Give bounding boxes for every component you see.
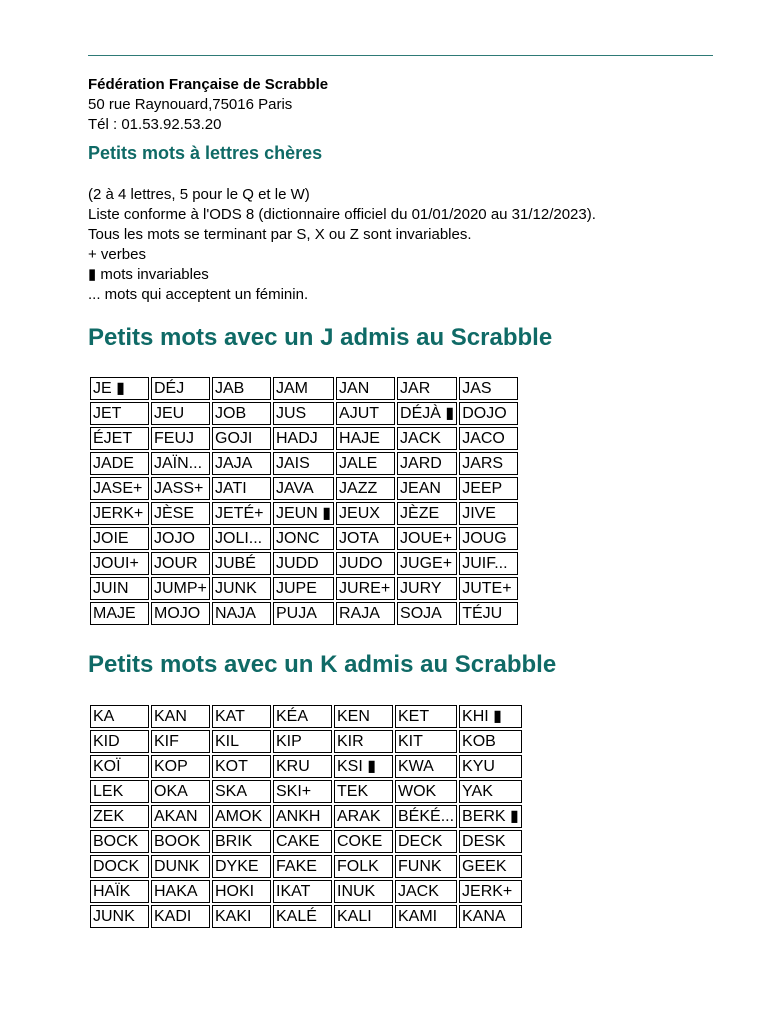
word-cell: DESK <box>459 830 522 853</box>
word-cell: FUNK <box>395 855 457 878</box>
word-cell: KOT <box>212 755 271 778</box>
word-cell: JASE+ <box>90 477 149 500</box>
word-cell: KANA <box>459 905 522 928</box>
word-cell: KALÉ <box>273 905 332 928</box>
word-cell: BOCK <box>90 830 149 853</box>
word-row <box>90 855 522 878</box>
word-cell: JAM <box>273 377 334 400</box>
word-cell: JUNK <box>212 577 271 600</box>
org-name: Fédération Française de Scrabble <box>88 76 329 93</box>
word-cell: NAJA <box>212 602 271 625</box>
word-cell: KEN <box>334 705 393 728</box>
word-cell: ANKH <box>273 805 332 828</box>
word-cell: JUDD <box>273 552 334 575</box>
word-cell: KSI ▮ <box>334 755 393 778</box>
word-cell: DÉJÀ ▮ <box>397 402 457 425</box>
word-cell: JASS+ <box>151 477 210 500</box>
word-cell: JACO <box>459 427 518 450</box>
word-cell: TEK <box>334 780 393 803</box>
word-cell: KHI ▮ <box>459 705 522 728</box>
word-cell: JIVE <box>459 502 518 525</box>
word-row <box>90 730 522 753</box>
word-cell: BOOK <box>151 830 210 853</box>
word-cell: DOJO <box>459 402 518 425</box>
word-row <box>90 527 518 550</box>
word-cell: COKE <box>334 830 393 853</box>
word-cell: AMOK <box>212 805 271 828</box>
intro-line: ▮ mots invariables <box>88 266 209 283</box>
word-cell: JALE <box>336 452 395 475</box>
word-row <box>90 577 518 600</box>
word-row <box>90 502 518 525</box>
word-cell: JUBÉ <box>212 552 271 575</box>
word-cell: KAT <box>212 705 271 728</box>
word-table-j <box>88 375 520 627</box>
word-cell: JUIF... <box>459 552 518 575</box>
word-row <box>90 602 518 625</box>
word-cell: KID <box>90 730 149 753</box>
word-cell: JOLI... <box>212 527 271 550</box>
word-cell: BERK ▮ <box>459 805 522 828</box>
word-cell: HAJE <box>336 427 395 450</box>
word-cell: JUDO <box>336 552 395 575</box>
word-cell: JAJA <box>212 452 271 475</box>
word-cell: GEEK <box>459 855 522 878</box>
word-cell: KIL <box>212 730 271 753</box>
word-cell: KAKI <box>212 905 271 928</box>
word-cell: JATI <box>212 477 271 500</box>
word-cell: JUPE <box>273 577 334 600</box>
word-cell: JAÏN... <box>151 452 210 475</box>
word-cell: IKAT <box>273 880 332 903</box>
word-cell: JE ▮ <box>90 377 149 400</box>
word-row <box>90 427 518 450</box>
word-cell: FOLK <box>334 855 393 878</box>
word-cell: JAN <box>336 377 395 400</box>
word-cell: OKA <box>151 780 210 803</box>
word-cell: KA <box>90 705 149 728</box>
word-cell: KRU <box>273 755 332 778</box>
word-cell: JONC <box>273 527 334 550</box>
word-cell: JET <box>90 402 149 425</box>
word-cell: JOUE+ <box>397 527 457 550</box>
word-cell: JOUR <box>151 552 210 575</box>
word-row <box>90 830 522 853</box>
word-cell: JACK <box>397 427 457 450</box>
word-cell: RAJA <box>336 602 395 625</box>
word-cell: BÉKÉ... <box>395 805 457 828</box>
word-cell: SKA <box>212 780 271 803</box>
word-row <box>90 377 518 400</box>
word-cell: JÈSE <box>151 502 210 525</box>
word-cell: KIP <box>273 730 332 753</box>
word-cell: DUNK <box>151 855 210 878</box>
word-cell: JUMP+ <box>151 577 210 600</box>
word-cell: JUIN <box>90 577 149 600</box>
word-cell: JAR <box>397 377 457 400</box>
word-cell: KIT <box>395 730 457 753</box>
word-cell: JUGE+ <box>397 552 457 575</box>
word-row <box>90 905 522 928</box>
word-row <box>90 705 522 728</box>
word-cell: FEUJ <box>151 427 210 450</box>
word-cell: JEU <box>151 402 210 425</box>
intro-line: Tous les mots se terminant par S, X ou Z sont invariables. <box>88 226 472 243</box>
word-cell: AKAN <box>151 805 210 828</box>
word-cell: JARD <box>397 452 457 475</box>
word-row <box>90 452 518 475</box>
word-cell: TÉJU <box>459 602 518 625</box>
word-cell: ARAK <box>334 805 393 828</box>
word-cell: CAKE <box>273 830 332 853</box>
word-cell: JAVA <box>273 477 334 500</box>
word-cell: JEAN <box>397 477 457 500</box>
word-row <box>90 552 518 575</box>
word-cell: JAZZ <box>336 477 395 500</box>
word-cell: HAÏK <box>90 880 149 903</box>
word-cell: JAIS <box>273 452 334 475</box>
word-cell: KÉA <box>273 705 332 728</box>
word-cell: KOÏ <box>90 755 149 778</box>
word-cell: JUNK <box>90 905 149 928</box>
word-cell: JETÉ+ <box>212 502 271 525</box>
word-cell: KALI <box>334 905 393 928</box>
word-cell: HAKA <box>151 880 210 903</box>
word-cell: YAK <box>459 780 522 803</box>
word-cell: JACK <box>395 880 457 903</box>
word-cell: JARS <box>459 452 518 475</box>
word-cell: KET <box>395 705 457 728</box>
word-cell: DECK <box>395 830 457 853</box>
org-phone: Tél : 01.53.92.53.20 <box>88 116 222 133</box>
word-cell: JÈZE <box>397 502 457 525</box>
word-row <box>90 477 518 500</box>
word-table-k <box>88 703 524 930</box>
word-cell: HADJ <box>273 427 334 450</box>
word-cell: DYKE <box>212 855 271 878</box>
word-cell: JOUI+ <box>90 552 149 575</box>
word-cell: KIF <box>151 730 210 753</box>
word-cell: DOCK <box>90 855 149 878</box>
word-cell: SKI+ <box>273 780 332 803</box>
word-row <box>90 880 522 903</box>
word-cell: KYU <box>459 755 522 778</box>
word-cell: DÉJ <box>151 377 210 400</box>
word-cell: JURY <box>397 577 457 600</box>
word-cell: HOKI <box>212 880 271 903</box>
word-cell: JOTA <box>336 527 395 550</box>
word-cell: JEUX <box>336 502 395 525</box>
word-row <box>90 402 518 425</box>
intro-notes <box>88 185 596 305</box>
word-cell: JUTE+ <box>459 577 518 600</box>
word-cell: KAMI <box>395 905 457 928</box>
word-cell: JADE <box>90 452 149 475</box>
word-cell: FAKE <box>273 855 332 878</box>
org-address: 50 rue Raynouard,75016 Paris <box>88 96 293 113</box>
word-cell: JEUN ▮ <box>273 502 334 525</box>
word-cell: MOJO <box>151 602 210 625</box>
word-cell: JUS <box>273 402 334 425</box>
word-cell: KOB <box>459 730 522 753</box>
word-cell: JAS <box>459 377 518 400</box>
word-cell: ZEK <box>90 805 149 828</box>
word-cell: JURE+ <box>336 577 395 600</box>
intro-line: + verbes <box>88 246 146 263</box>
intro-line: (2 à 4 lettres, 5 pour le Q et le W) <box>88 186 310 203</box>
word-cell: KAN <box>151 705 210 728</box>
section-title-k: Petits mots avec un K admis au Scrabble <box>88 651 557 678</box>
word-cell: KWA <box>395 755 457 778</box>
top-rule <box>88 55 713 56</box>
word-cell: KADI <box>151 905 210 928</box>
word-cell: ÉJET <box>90 427 149 450</box>
word-cell: JOUG <box>459 527 518 550</box>
word-cell: GOJI <box>212 427 271 450</box>
word-cell: JOIE <box>90 527 149 550</box>
word-row <box>90 805 522 828</box>
word-cell: JEEP <box>459 477 518 500</box>
word-cell: MAJE <box>90 602 149 625</box>
word-cell: JAB <box>212 377 271 400</box>
word-cell: AJUT <box>336 402 395 425</box>
federation-header <box>88 75 328 135</box>
word-cell: INUK <box>334 880 393 903</box>
intro-line: Liste conforme à l'ODS 8 (dictionnaire officiel du 01/01/2020 au 31/12/2023). <box>88 206 596 223</box>
word-row <box>90 755 522 778</box>
word-cell: JERK+ <box>90 502 149 525</box>
section-title-j: Petits mots avec un J admis au Scrabble <box>88 324 553 351</box>
word-cell: WOK <box>395 780 457 803</box>
doc-subtitle: Petits mots à lettres chères <box>88 143 323 163</box>
word-cell: JOJO <box>151 527 210 550</box>
word-cell: PUJA <box>273 602 334 625</box>
word-cell: KOP <box>151 755 210 778</box>
word-cell: SOJA <box>397 602 457 625</box>
word-cell: JERK+ <box>459 880 522 903</box>
intro-line: ... mots qui acceptent un féminin. <box>88 286 309 303</box>
word-cell: JOB <box>212 402 271 425</box>
word-cell: LEK <box>90 780 149 803</box>
word-cell: BRIK <box>212 830 271 853</box>
word-row <box>90 780 522 803</box>
word-cell: KIR <box>334 730 393 753</box>
